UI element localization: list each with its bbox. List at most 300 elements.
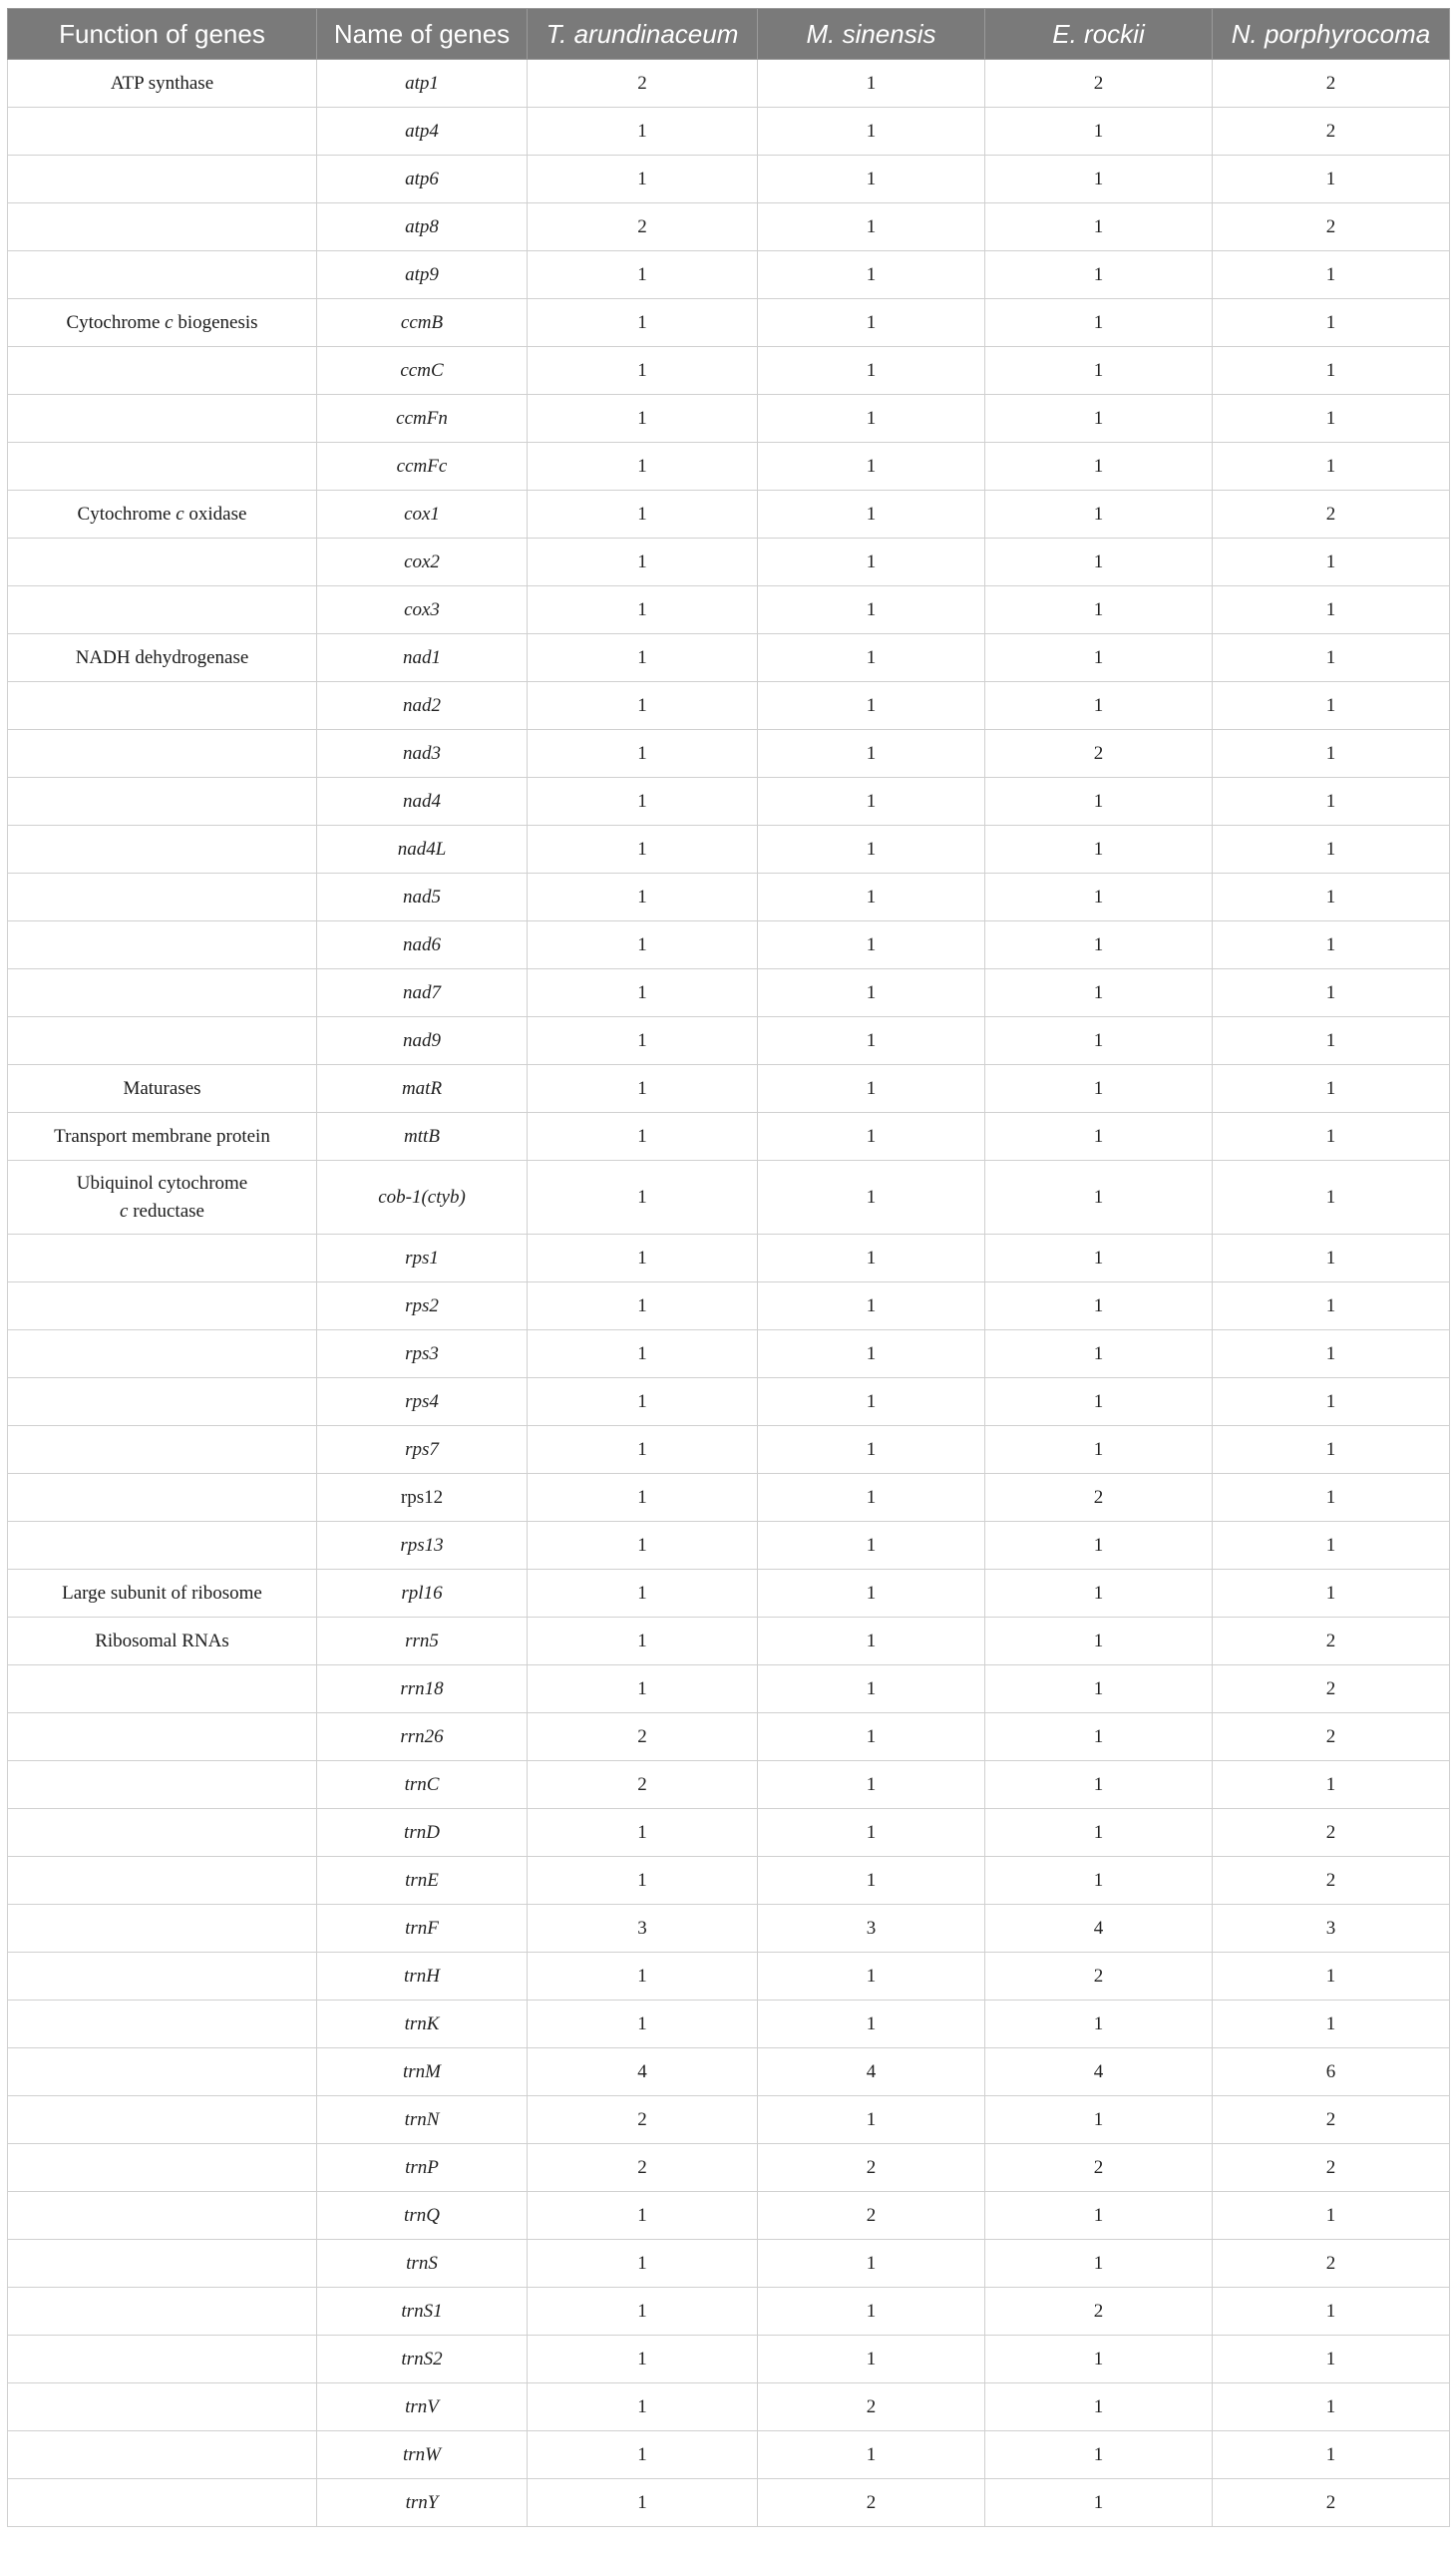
gene-name: cox1	[317, 491, 528, 539]
count-cell: 1	[758, 1378, 985, 1426]
gene-name: trnD	[317, 1809, 528, 1857]
count-cell: 1	[758, 1570, 985, 1618]
count-cell: 1	[1213, 874, 1450, 921]
function-cell	[8, 730, 317, 778]
count-cell: 1	[985, 2431, 1213, 2479]
count-cell: 1	[985, 682, 1213, 730]
function-italic-c: c	[120, 1200, 129, 1222]
count-cell: 1	[1213, 921, 1450, 969]
function-cell	[8, 1378, 317, 1426]
count-cell: 1	[528, 2479, 758, 2527]
count-cell: 1	[985, 1235, 1213, 1282]
count-cell: 1	[758, 826, 985, 874]
count-cell: 1	[528, 586, 758, 634]
gene-name: trnC	[317, 1761, 528, 1809]
count-cell: 1	[528, 1522, 758, 1570]
count-cell: 1	[528, 156, 758, 203]
count-cell: 1	[758, 347, 985, 395]
count-cell: 1	[1213, 2431, 1450, 2479]
gene-name: trnY	[317, 2479, 528, 2527]
count-cell: 1	[1213, 1570, 1450, 1618]
count-cell: 1	[528, 1570, 758, 1618]
table-row	[8, 2192, 1450, 2240]
count-cell: 1	[985, 921, 1213, 969]
count-cell: 1	[528, 682, 758, 730]
count-cell: 1	[985, 1282, 1213, 1330]
table-row	[8, 1474, 1450, 1522]
gene-name: cob-1(ctyb)	[317, 1161, 528, 1235]
count-cell: 4	[758, 2048, 985, 2096]
function-cell	[8, 1282, 317, 1330]
gene-name: cox3	[317, 586, 528, 634]
count-cell: 1	[528, 1809, 758, 1857]
count-cell: 2	[758, 2383, 985, 2431]
count-cell: 1	[985, 1522, 1213, 1570]
count-cell: 1	[1213, 586, 1450, 634]
count-cell: 1	[985, 1809, 1213, 1857]
count-cell: 1	[528, 921, 758, 969]
header-name: Name of genes	[317, 9, 528, 60]
count-cell: 2	[1213, 491, 1450, 539]
gene-name: trnS1	[317, 2288, 528, 2336]
count-cell: 1	[758, 1113, 985, 1161]
gene-name: trnS2	[317, 2336, 528, 2383]
gene-name: trnQ	[317, 2192, 528, 2240]
table-row	[8, 778, 1450, 826]
count-cell: 1	[985, 2001, 1213, 2048]
count-cell: 1	[1213, 2383, 1450, 2431]
count-cell: 1	[1213, 682, 1450, 730]
function-text: reductase	[128, 1200, 204, 1222]
function-text: oxidase	[183, 503, 247, 525]
count-cell: 1	[985, 2336, 1213, 2383]
table-row	[8, 1618, 1450, 1665]
count-cell: 2	[1213, 2096, 1450, 2144]
function-cell	[8, 1809, 317, 1857]
count-cell: 1	[528, 2192, 758, 2240]
count-cell: 1	[985, 1378, 1213, 1426]
gene-name: rpl16	[317, 1570, 528, 1618]
count-cell: 1	[985, 1713, 1213, 1761]
count-cell: 1	[758, 874, 985, 921]
table-row	[8, 826, 1450, 874]
count-cell: 1	[528, 1665, 758, 1713]
count-cell: 1	[1213, 1113, 1450, 1161]
count-cell: 1	[985, 347, 1213, 395]
gene-name: ccmFc	[317, 443, 528, 491]
gene-name: rps12	[317, 1474, 528, 1522]
table-row	[8, 2288, 1450, 2336]
table-row	[8, 1426, 1450, 1474]
count-cell: 1	[528, 1161, 758, 1235]
table-row	[8, 1522, 1450, 1570]
count-cell: 1	[758, 2336, 985, 2383]
gene-name: trnS	[317, 2240, 528, 2288]
table-row	[8, 586, 1450, 634]
count-cell: 1	[528, 2383, 758, 2431]
table-row	[8, 682, 1450, 730]
count-cell: 1	[1213, 1235, 1450, 1282]
table-row	[8, 2479, 1450, 2527]
function-cell	[8, 1761, 317, 1809]
count-cell: 1	[985, 108, 1213, 156]
count-cell: 2	[1213, 2240, 1450, 2288]
gene-name: rps7	[317, 1426, 528, 1474]
count-cell: 1	[985, 1161, 1213, 1235]
header-function: Function of genes	[8, 9, 317, 60]
count-cell: 1	[528, 1330, 758, 1378]
table-row	[8, 2240, 1450, 2288]
table-row	[8, 251, 1450, 299]
function-cell: Large subunit of ribosome	[8, 1570, 317, 1618]
gene-name: rrn26	[317, 1713, 528, 1761]
function-text: Cytochrome	[66, 311, 166, 333]
count-cell: 2	[758, 2144, 985, 2192]
table-row	[8, 1713, 1450, 1761]
count-cell: 1	[758, 539, 985, 586]
count-cell: 1	[1213, 634, 1450, 682]
count-cell: 1	[758, 1618, 985, 1665]
count-cell: 1	[1213, 395, 1450, 443]
count-cell: 1	[1213, 1017, 1450, 1065]
count-cell: 1	[985, 2383, 1213, 2431]
count-cell: 2	[985, 60, 1213, 108]
count-cell: 1	[528, 539, 758, 586]
count-cell: 1	[758, 1474, 985, 1522]
count-cell: 1	[528, 1017, 758, 1065]
function-cell	[8, 2431, 317, 2479]
function-cell	[8, 1235, 317, 1282]
count-cell: 1	[1213, 443, 1450, 491]
table-row	[8, 1330, 1450, 1378]
table-row	[8, 1857, 1450, 1905]
count-cell: 1	[758, 1713, 985, 1761]
function-cell	[8, 108, 317, 156]
table-row	[8, 1282, 1450, 1330]
function-cell: Ribosomal RNAs	[8, 1618, 317, 1665]
count-cell: 1	[528, 251, 758, 299]
table-row	[8, 874, 1450, 921]
gene-name: ccmFn	[317, 395, 528, 443]
count-cell: 1	[758, 299, 985, 347]
count-cell: 1	[985, 539, 1213, 586]
gene-name: matR	[317, 1065, 528, 1113]
count-cell: 1	[1213, 299, 1450, 347]
gene-name: trnK	[317, 2001, 528, 2048]
count-cell: 1	[528, 2336, 758, 2383]
table-row	[8, 2144, 1450, 2192]
count-cell: 1	[1213, 1474, 1450, 1522]
count-cell: 1	[1213, 826, 1450, 874]
function-cell	[8, 2336, 317, 2383]
count-cell: 1	[758, 634, 985, 682]
count-cell: 1	[528, 1282, 758, 1330]
count-cell: 1	[758, 395, 985, 443]
gene-name: trnM	[317, 2048, 528, 2096]
count-cell: 1	[985, 1857, 1213, 1905]
count-cell: 2	[758, 2192, 985, 2240]
count-cell: 1	[1213, 2001, 1450, 2048]
gene-name: trnW	[317, 2431, 528, 2479]
function-cell	[8, 2240, 317, 2288]
count-cell: 2	[528, 1761, 758, 1809]
count-cell: 1	[985, 874, 1213, 921]
count-cell: 1	[758, 2001, 985, 2048]
gene-name: rps3	[317, 1330, 528, 1378]
function-cell	[8, 1953, 317, 2001]
gene-name: ccmC	[317, 347, 528, 395]
count-cell: 1	[528, 730, 758, 778]
count-cell: 1	[758, 1161, 985, 1235]
count-cell: 1	[758, 1235, 985, 1282]
count-cell: 1	[528, 874, 758, 921]
function-cell: Transport membrane protein	[8, 1113, 317, 1161]
function-cell	[8, 347, 317, 395]
count-cell: 1	[985, 2479, 1213, 2527]
gene-name: rrn5	[317, 1618, 528, 1665]
function-cell	[8, 1474, 317, 1522]
gene-name: nad2	[317, 682, 528, 730]
count-cell: 1	[758, 1761, 985, 1809]
gene-name: trnF	[317, 1905, 528, 1953]
count-cell: 1	[1213, 539, 1450, 586]
count-cell: 1	[1213, 251, 1450, 299]
count-cell: 1	[758, 921, 985, 969]
count-cell: 1	[758, 682, 985, 730]
function-cell: ATP synthase	[8, 60, 317, 108]
gene-name: rps1	[317, 1235, 528, 1282]
table-row	[8, 1809, 1450, 1857]
count-cell: 1	[985, 969, 1213, 1017]
count-cell: 1	[528, 299, 758, 347]
count-cell: 1	[758, 1065, 985, 1113]
gene-name: trnN	[317, 2096, 528, 2144]
count-cell: 1	[1213, 730, 1450, 778]
table-row	[8, 1235, 1450, 1282]
function-cell	[8, 1713, 317, 1761]
count-cell: 1	[985, 2240, 1213, 2288]
table-row	[8, 969, 1450, 1017]
table-row	[8, 730, 1450, 778]
count-cell: 1	[528, 2431, 758, 2479]
function-cell	[8, 299, 317, 347]
table-row	[8, 2431, 1450, 2479]
count-cell: 3	[758, 1905, 985, 1953]
count-cell: 1	[985, 1570, 1213, 1618]
table-row	[8, 634, 1450, 682]
function-cell	[8, 682, 317, 730]
gene-name: atp6	[317, 156, 528, 203]
count-cell: 1	[528, 443, 758, 491]
count-cell: 1	[985, 156, 1213, 203]
count-cell: 2	[1213, 1665, 1450, 1713]
table-row	[8, 921, 1450, 969]
function-cell	[8, 2096, 317, 2144]
count-cell: 1	[1213, 2336, 1450, 2383]
count-cell: 2	[528, 60, 758, 108]
count-cell: 6	[1213, 2048, 1450, 2096]
function-cell	[8, 203, 317, 251]
count-cell: 2	[1213, 1713, 1450, 1761]
count-cell: 1	[985, 826, 1213, 874]
count-cell: 4	[528, 2048, 758, 2096]
table-row	[8, 539, 1450, 586]
count-cell: 1	[528, 778, 758, 826]
count-cell: 1	[758, 2240, 985, 2288]
count-cell: 1	[528, 1065, 758, 1113]
function-italic-c: c	[165, 311, 174, 333]
table-row	[8, 203, 1450, 251]
table-row	[8, 347, 1450, 395]
count-cell: 1	[528, 634, 758, 682]
function-text: Cytochrome	[77, 503, 177, 525]
count-cell: 1	[528, 491, 758, 539]
count-cell: 1	[528, 2288, 758, 2336]
count-cell: 1	[985, 586, 1213, 634]
count-cell: 1	[985, 1113, 1213, 1161]
function-cell	[8, 2383, 317, 2431]
gene-name: cox2	[317, 539, 528, 586]
gene-name: atp8	[317, 203, 528, 251]
gene-name: trnV	[317, 2383, 528, 2431]
gene-name: trnP	[317, 2144, 528, 2192]
count-cell: 1	[985, 1761, 1213, 1809]
count-cell: 1	[1213, 969, 1450, 1017]
count-cell: 1	[758, 586, 985, 634]
gene-name: nad1	[317, 634, 528, 682]
gene-name: nad7	[317, 969, 528, 1017]
count-cell: 1	[1213, 778, 1450, 826]
gene-table	[7, 8, 1450, 2527]
function-cell	[8, 2479, 317, 2527]
gene-name: nad4L	[317, 826, 528, 874]
count-cell: 1	[985, 1330, 1213, 1378]
count-cell: 1	[528, 1857, 758, 1905]
count-cell: 1	[528, 826, 758, 874]
count-cell: 1	[758, 203, 985, 251]
header-row	[8, 9, 1450, 60]
table-row	[8, 1161, 1450, 1235]
count-cell: 1	[528, 2001, 758, 2048]
function-text: Ubiquinol cytochrome	[76, 1172, 248, 1194]
count-cell: 1	[528, 1426, 758, 1474]
count-cell: 1	[758, 443, 985, 491]
count-cell: 1	[985, 778, 1213, 826]
function-cell	[8, 1905, 317, 1953]
count-cell: 2	[1213, 2479, 1450, 2527]
count-cell: 1	[985, 1665, 1213, 1713]
table-row	[8, 395, 1450, 443]
count-cell: 1	[758, 60, 985, 108]
function-cell	[8, 251, 317, 299]
gene-name: nad6	[317, 921, 528, 969]
function-cell	[8, 586, 317, 634]
function-cell	[8, 1161, 317, 1235]
function-cell	[8, 1857, 317, 1905]
gene-name: atp4	[317, 108, 528, 156]
count-cell: 1	[758, 730, 985, 778]
count-cell: 2	[528, 2144, 758, 2192]
table-row	[8, 156, 1450, 203]
header-species-n-porphyrocoma: N. porphyrocoma	[1213, 9, 1450, 60]
count-cell: 1	[985, 2192, 1213, 2240]
function-cell	[8, 491, 317, 539]
count-cell: 1	[1213, 1522, 1450, 1570]
table-row	[8, 2096, 1450, 2144]
function-cell	[8, 1522, 317, 1570]
count-cell: 1	[758, 1809, 985, 1857]
function-cell	[8, 1330, 317, 1378]
function-cell	[8, 1017, 317, 1065]
function-cell	[8, 921, 317, 969]
count-cell: 1	[1213, 1761, 1450, 1809]
table-row	[8, 1953, 1450, 2001]
count-cell: 2	[528, 203, 758, 251]
count-cell: 2	[1213, 1857, 1450, 1905]
gene-name: mttB	[317, 1113, 528, 1161]
count-cell: 1	[985, 634, 1213, 682]
count-cell: 1	[985, 1017, 1213, 1065]
count-cell: 2	[1213, 108, 1450, 156]
header-species-m-sinensis: M. sinensis	[758, 9, 985, 60]
count-cell: 1	[1213, 1953, 1450, 2001]
gene-name: rps2	[317, 1282, 528, 1330]
table-row	[8, 1570, 1450, 1618]
count-cell: 1	[528, 969, 758, 1017]
count-cell: 1	[528, 2240, 758, 2288]
table-row	[8, 2336, 1450, 2383]
count-cell: 1	[985, 1426, 1213, 1474]
count-cell: 1	[1213, 1065, 1450, 1113]
gene-name: nad9	[317, 1017, 528, 1065]
count-cell: 1	[758, 1426, 985, 1474]
function-cell: Maturases	[8, 1065, 317, 1113]
count-cell: 2	[1213, 203, 1450, 251]
count-cell: 3	[1213, 1905, 1450, 1953]
function-cell	[8, 826, 317, 874]
count-cell: 1	[758, 1522, 985, 1570]
gene-name: trnE	[317, 1857, 528, 1905]
function-cell	[8, 2144, 317, 2192]
count-cell: 1	[1213, 2192, 1450, 2240]
function-cell	[8, 1426, 317, 1474]
function-cell	[8, 778, 317, 826]
count-cell: 1	[758, 1953, 985, 2001]
count-cell: 2	[985, 730, 1213, 778]
count-cell: 1	[758, 491, 985, 539]
count-cell: 1	[528, 1378, 758, 1426]
count-cell: 1	[1213, 1426, 1450, 1474]
table-row	[8, 2048, 1450, 2096]
function-cell	[8, 2048, 317, 2096]
count-cell: 1	[985, 1618, 1213, 1665]
count-cell: 1	[758, 2288, 985, 2336]
header-species-e-rockii: E. rockii	[985, 9, 1213, 60]
function-cell	[8, 443, 317, 491]
count-cell: 1	[1213, 347, 1450, 395]
function-cell	[8, 2288, 317, 2336]
table-row	[8, 1017, 1450, 1065]
count-cell: 1	[985, 491, 1213, 539]
table-row	[8, 1113, 1450, 1161]
count-cell: 1	[758, 778, 985, 826]
table-row	[8, 108, 1450, 156]
count-cell: 3	[528, 1905, 758, 1953]
count-cell: 1	[758, 969, 985, 1017]
count-cell: 1	[758, 1017, 985, 1065]
table-row	[8, 1378, 1450, 1426]
count-cell: 4	[985, 2048, 1213, 2096]
